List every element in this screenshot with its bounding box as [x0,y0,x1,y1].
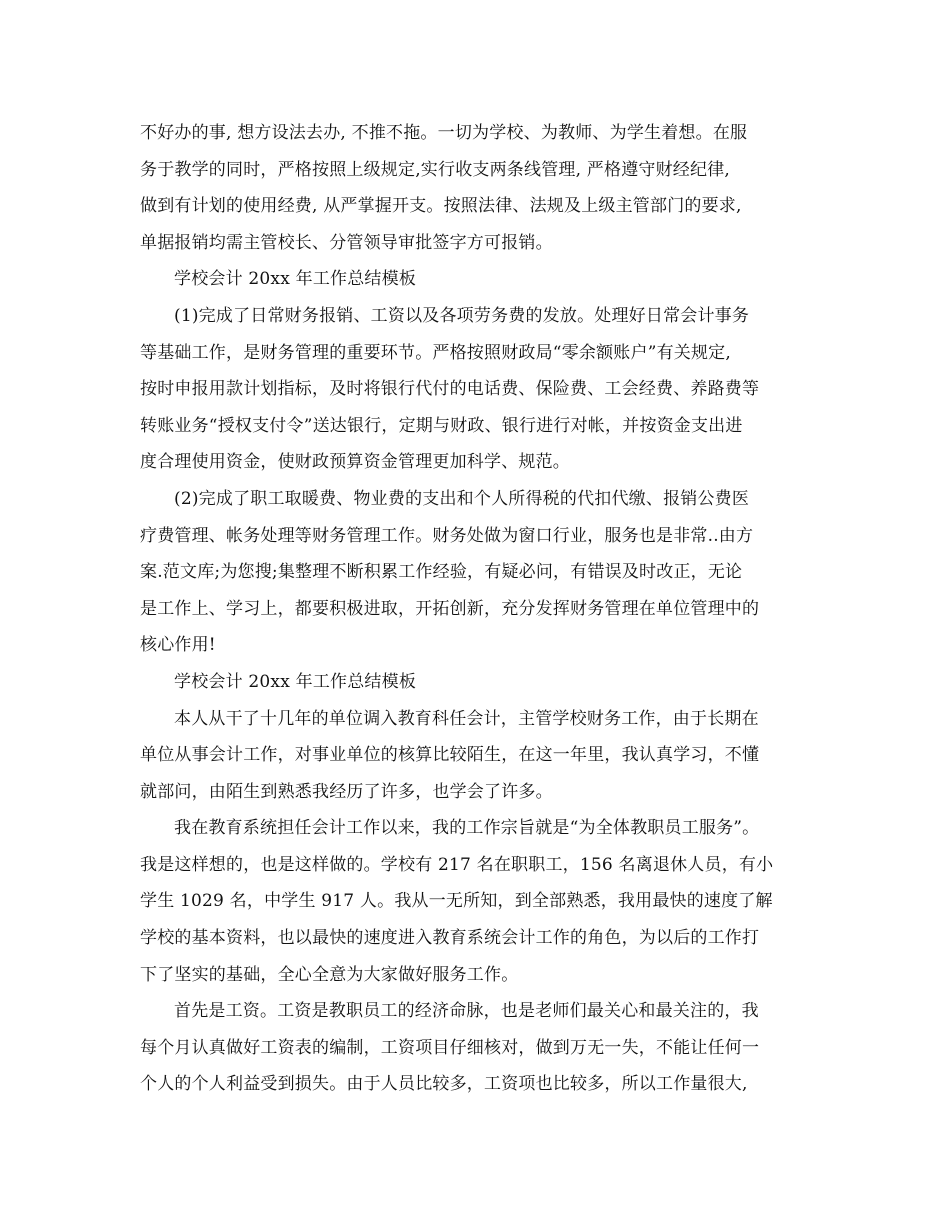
text-line: 单位从事会计工作，对事业单位的核算比较陌生，在这一年里，我认真学习，不懂 [140,745,760,766]
text-line: 等基础工作，是财务管理的重要环节。严格按照财政局“零余额账户”有关规定, [140,342,731,363]
text-line: 度合理使用资金，使财政预算资金管理更加科学、规范。 [140,452,570,473]
text-line: 单据报销均需主管校长、分管领导审批签字方可报销。 [140,232,553,253]
text-line: 疗费管理、帐务处理等财务管理工作。财务处做为窗口行业，服务也是非常..由方 [140,525,754,546]
text-line: 学校会计 20xx 年工作总结模板 [174,671,417,692]
text-line: 每个月认真做好工资表的编制，工资项目仔细核对，做到万无一失，不能让任何一 [140,1037,760,1058]
text-line: 是工作上、学习上，都要积极进取，开拓创新，充分发挥财务管理在单位管理中的 [140,598,760,619]
text-line: 我是这样想的，也是这样做的。学校有 217 名在职职工，156 名离退休人员，有小 [140,854,774,875]
text-line: 案.范文库;为您搜;集整理不断积累工作经验，有疑必问，有错误及时改正，无论 [140,562,743,583]
text-line: 首先是工资。工资是教职员工的经济命脉，也是老师们最关心和最关注的，我 [174,1001,759,1022]
text-line: 做到有计划的使用经费, 从严掌握开支。按照法律、法规及上级主管部门的要求, [140,196,742,217]
text-line: 务于教学的同时，严格按照上级规定,实行收支两条线管理, 严格遵守财经纪律, [140,159,731,180]
text-line: (2)完成了职工取暖费、物业费的支出和个人所得税的代扣代缴、报销公费医 [174,488,750,509]
text-line: 学校会计 20xx 年工作总结模板 [174,269,417,290]
text-line: 转账业务“授权支付令”送达银行，定期与财政、银行进行对帐，并按资金支出进 [140,415,743,436]
text-line: 核心作用! [140,635,216,656]
text-line: 学生 1029 名，中学生 917 人。我从一无所知，到全部熟悉，我用最快的速度了解 [140,891,773,912]
document-body [140,115,830,1103]
text-line: 我在教育系统担任会计工作以来，我的工作宗旨就是“为全体教职员工服务”。 [174,818,760,839]
text-line: (1)完成了日常财务报销、工资以及各项劳务费的发放。处理好日常会计事务 [174,305,750,326]
text-line: 本人从干了十几年的单位调入教育科任会计，主管学校财务工作，由于长期在 [174,708,759,729]
text-line: 就部问，由陌生到熟悉我经历了许多，也学会了许多。 [140,781,553,802]
text-line: 下了坚实的基础，全心全意为大家做好服务工作。 [140,964,519,985]
text-line: 不好办的事, 想方设法去办, 不推不拖。一切为学校、为教师、为学生着想。在服 [140,123,748,143]
text-line: 个人的个人利益受到损失。由于人员比较多，工资项也比较多，所以工作量很大, [140,1074,748,1095]
text-line: 按时申报用款计划指标，及时将银行代付的电话费、保险费、工会经费、养路费等 [140,379,760,400]
text-line: 学校的基本资料，也以最快的速度进入教育系统会计工作的角色，为以后的工作打 [140,928,760,949]
